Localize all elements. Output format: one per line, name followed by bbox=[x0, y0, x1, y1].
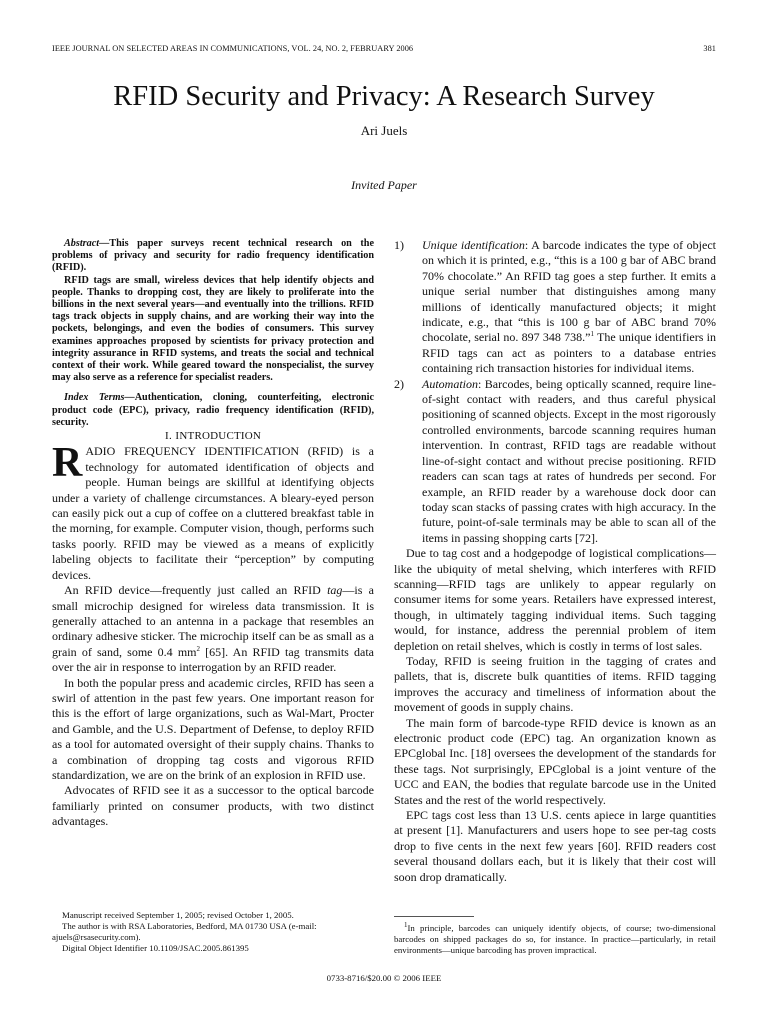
list-lead: Automation bbox=[422, 376, 478, 391]
body-paragraph bbox=[52, 440, 374, 583]
footnote-line: Manuscript received September 1, 2005; revised October 1, 2005. bbox=[62, 910, 294, 920]
list-number: 1) bbox=[394, 238, 404, 252]
abstract bbox=[52, 238, 374, 429]
page-number: 381 bbox=[703, 44, 716, 53]
list-text: The unique identifiers in RFID tags can act as pointers to a database entries containing rich transaction histories for individual items. bbox=[422, 330, 716, 376]
paper-title: RFID Security and Privacy: A Research Survey bbox=[113, 81, 655, 112]
abstract-paragraph: RFID tags are small, wireless devices that help identify objects and people. Thanks to dropping cost, they are likely to proliferate into the billions in the next several years—and eventually into the trillions. RFID tags track objects in supply chains, and are working their way into the pockets, belongings, and even the bodies of consumers. This survey examines approaches proposed by scientists for privacy protection and integrity assurance in RFID systems, and treats the social and technical context of their work. While geared toward the nonspecialist, the survey may also serve as a reference for specialist readers. bbox=[52, 274, 374, 384]
running-header bbox=[52, 44, 716, 56]
index-terms-label: Index Terms— bbox=[64, 392, 135, 404]
section-title-rest: NTRODUCTION bbox=[179, 430, 262, 443]
superscript: 2 bbox=[196, 644, 200, 653]
text-run: —is a small microchip designed for wireless data transmission. It is generally attached to an antenna in a package that resembles an ordinary adhesive sticker. The microchip itself can be as small as a grain of sand, some 0.4 mm bbox=[52, 583, 374, 659]
right-column bbox=[394, 238, 716, 885]
body-paragraph: In both the popular press and academic circles, RFID has seen a swirl of attention in the past few years. One important reason for this is the effort of large organizations, such as Wal-Mart, Procter and Gamble, and the U.S. Department of Defense, to deploy RFID as a tool for automated oversight of their supply chains. Thanks to a combination of dropping tag costs and vigorous RFID standardization, we are on the brink of an explosion in RFID use. bbox=[52, 675, 374, 782]
footnote-marker: 1 bbox=[590, 330, 594, 339]
section-title-initial: I bbox=[175, 430, 180, 443]
body-paragraph: Today, RFID is seeing fruition in the tagging of crates and pallets, that is, discrete bulk quantities of items. RFID tagging improves the accuracy and timeliness of information about the movement of goods in supply chains. bbox=[394, 653, 716, 715]
list-item bbox=[394, 377, 716, 546]
footnote-line bbox=[394, 923, 716, 956]
list-number: 2) bbox=[394, 376, 404, 391]
abstract-label: Abstract— bbox=[64, 238, 110, 249]
journal-name: IEEE JOURNAL ON SELECTED AREAS IN COMMUNICATIONS, VOL. 24, NO. 2, FEBRUARY 2006 bbox=[52, 44, 414, 53]
intro-text: is a technology for automated identification of objects and people. Human beings are skillful at identifying objects under a variety of challenge circumstances. A bleary-eyed person can easily pick out a cup of coffee on a cluttered breakfast table in the morning, for example. Computer vision, though, performs such tasks poorly. RFID may be viewed as a means of explicitly labeling objects to facilitate their “perception” by computing devices. bbox=[52, 444, 374, 582]
section-number: I. bbox=[164, 430, 173, 443]
body-paragraph: The main form of barcode-type RFID device is known as an electronic product code (EPC) tag. An organization known as EPCglobal Inc. [18] oversees the development of the standards for these tags. Not surprisingly, EPCglobal is a joint venture of the UCC and EAN, the bodies that regulate barcode use in the United States and the rest of the world respectively. bbox=[394, 715, 716, 807]
intro-caps: ADIO FREQUENCY IDENTIFICATION (RFID) bbox=[85, 444, 344, 459]
abstract-paragraph bbox=[52, 238, 374, 275]
section-heading bbox=[52, 429, 374, 444]
footnote-mark: 1 bbox=[404, 921, 408, 930]
footnote-text: In principle, barcodes can uniquely identify objects, of course; two-dimensional barcodes on shipped packages do so, for instance. In practice—particularly, in retail environments—unique barcoding has proven impractical. bbox=[394, 923, 716, 955]
author-name: Ari Juels bbox=[360, 123, 408, 138]
tag-italic: tag bbox=[327, 583, 343, 598]
footnote-rule bbox=[394, 916, 474, 917]
manuscript-footnote bbox=[52, 910, 374, 954]
list-text: : A barcode indicates the type of object on which it is printed, e.g., “this is a 100 g bar of ABC brand 70% chocolate.” An RFID tag goes a step further. It emits a unique serial number that distinguishes among many millions of identically manufactured objects; it might indicate, e.g., that “this is 100 g bar of ABC brand 70% chocolate, serial no. 897 348 738.” bbox=[422, 238, 717, 345]
copyright-line: 0733-8716/$20.00 © 2006 IEEE bbox=[326, 973, 442, 983]
body-paragraph bbox=[52, 583, 374, 675]
list-lead: Unique identification bbox=[422, 238, 525, 252]
list-item bbox=[394, 238, 716, 377]
body-paragraph: Advocates of RFID see it as a successor to the optical barcode familiarly printed on consumer products, with two distinct advantages. bbox=[52, 783, 374, 829]
index-terms-text: Authentication, cloning, counterfeiting, electronic product code (EPC), privacy, radio frequency identification (RFID), security. bbox=[52, 392, 374, 428]
body-paragraph: EPC tags cost less than 13 U.S. cents apiece in large quantities at present [1]. Manufacturers and users hope to see per-tag costs drop to five cents in the next few years [60]. RFID readers cost several thousand dollars each, but it is likely that their cost will soon drop dramatically. bbox=[394, 808, 716, 884]
list-text: : Barcodes, being optically scanned, require line-of-sight contact with readers, and thus careful physical positioning of scanned objects. Except in the most rigorously controlled environments, barcode scanning requires human intervention. In contrast, RFID tags are readable without line-of-sight contact and without precise positioning. RFID readers can scan tags at rates of hundreds per second. For example, an RFID reader by a warehouse dock door can today scan stacks of passing crates with high accuracy. In the future, point-of-sale terminals may be able to scan all of the items in passing shopping carts [72]. bbox=[422, 376, 716, 545]
footnote-line: Digital Object Identifier 10.1109/JSAC.2005.861395 bbox=[62, 943, 249, 953]
drop-cap: R bbox=[52, 440, 83, 487]
text-run: [65]. An RFID tag transmits data over the air in response to interrogation by an RFID reader. bbox=[52, 644, 374, 675]
abstract-text: This paper surveys recent technical research on the problems of privacy and security for radio frequency identification (RFID). bbox=[52, 238, 374, 274]
footnote bbox=[394, 923, 716, 956]
paper-type: Invited Paper bbox=[351, 178, 417, 192]
footnote-line: The author is with RSA Laboratories, Bedford, MA 01730 USA (e-mail: ajuels@rsasecurity.com). bbox=[52, 921, 317, 942]
text-run: An RFID device—frequently just called an RFID bbox=[64, 583, 328, 598]
left-column bbox=[52, 238, 374, 830]
body-paragraph: Due to tag cost and a hodgepodge of logistical complications—like the ubiquity of metal shelving, which interferes with RFID scanning—RFID tags are unlikely to appear regularly on consumer items for some years. Retailers have expressed interest, though, in ultimately tagging individual items. Such tagging would, for instance, address the perennial problem of item depletion on retail shelves, which is costly in terms of lost sales. bbox=[394, 546, 716, 653]
index-terms bbox=[52, 392, 374, 429]
